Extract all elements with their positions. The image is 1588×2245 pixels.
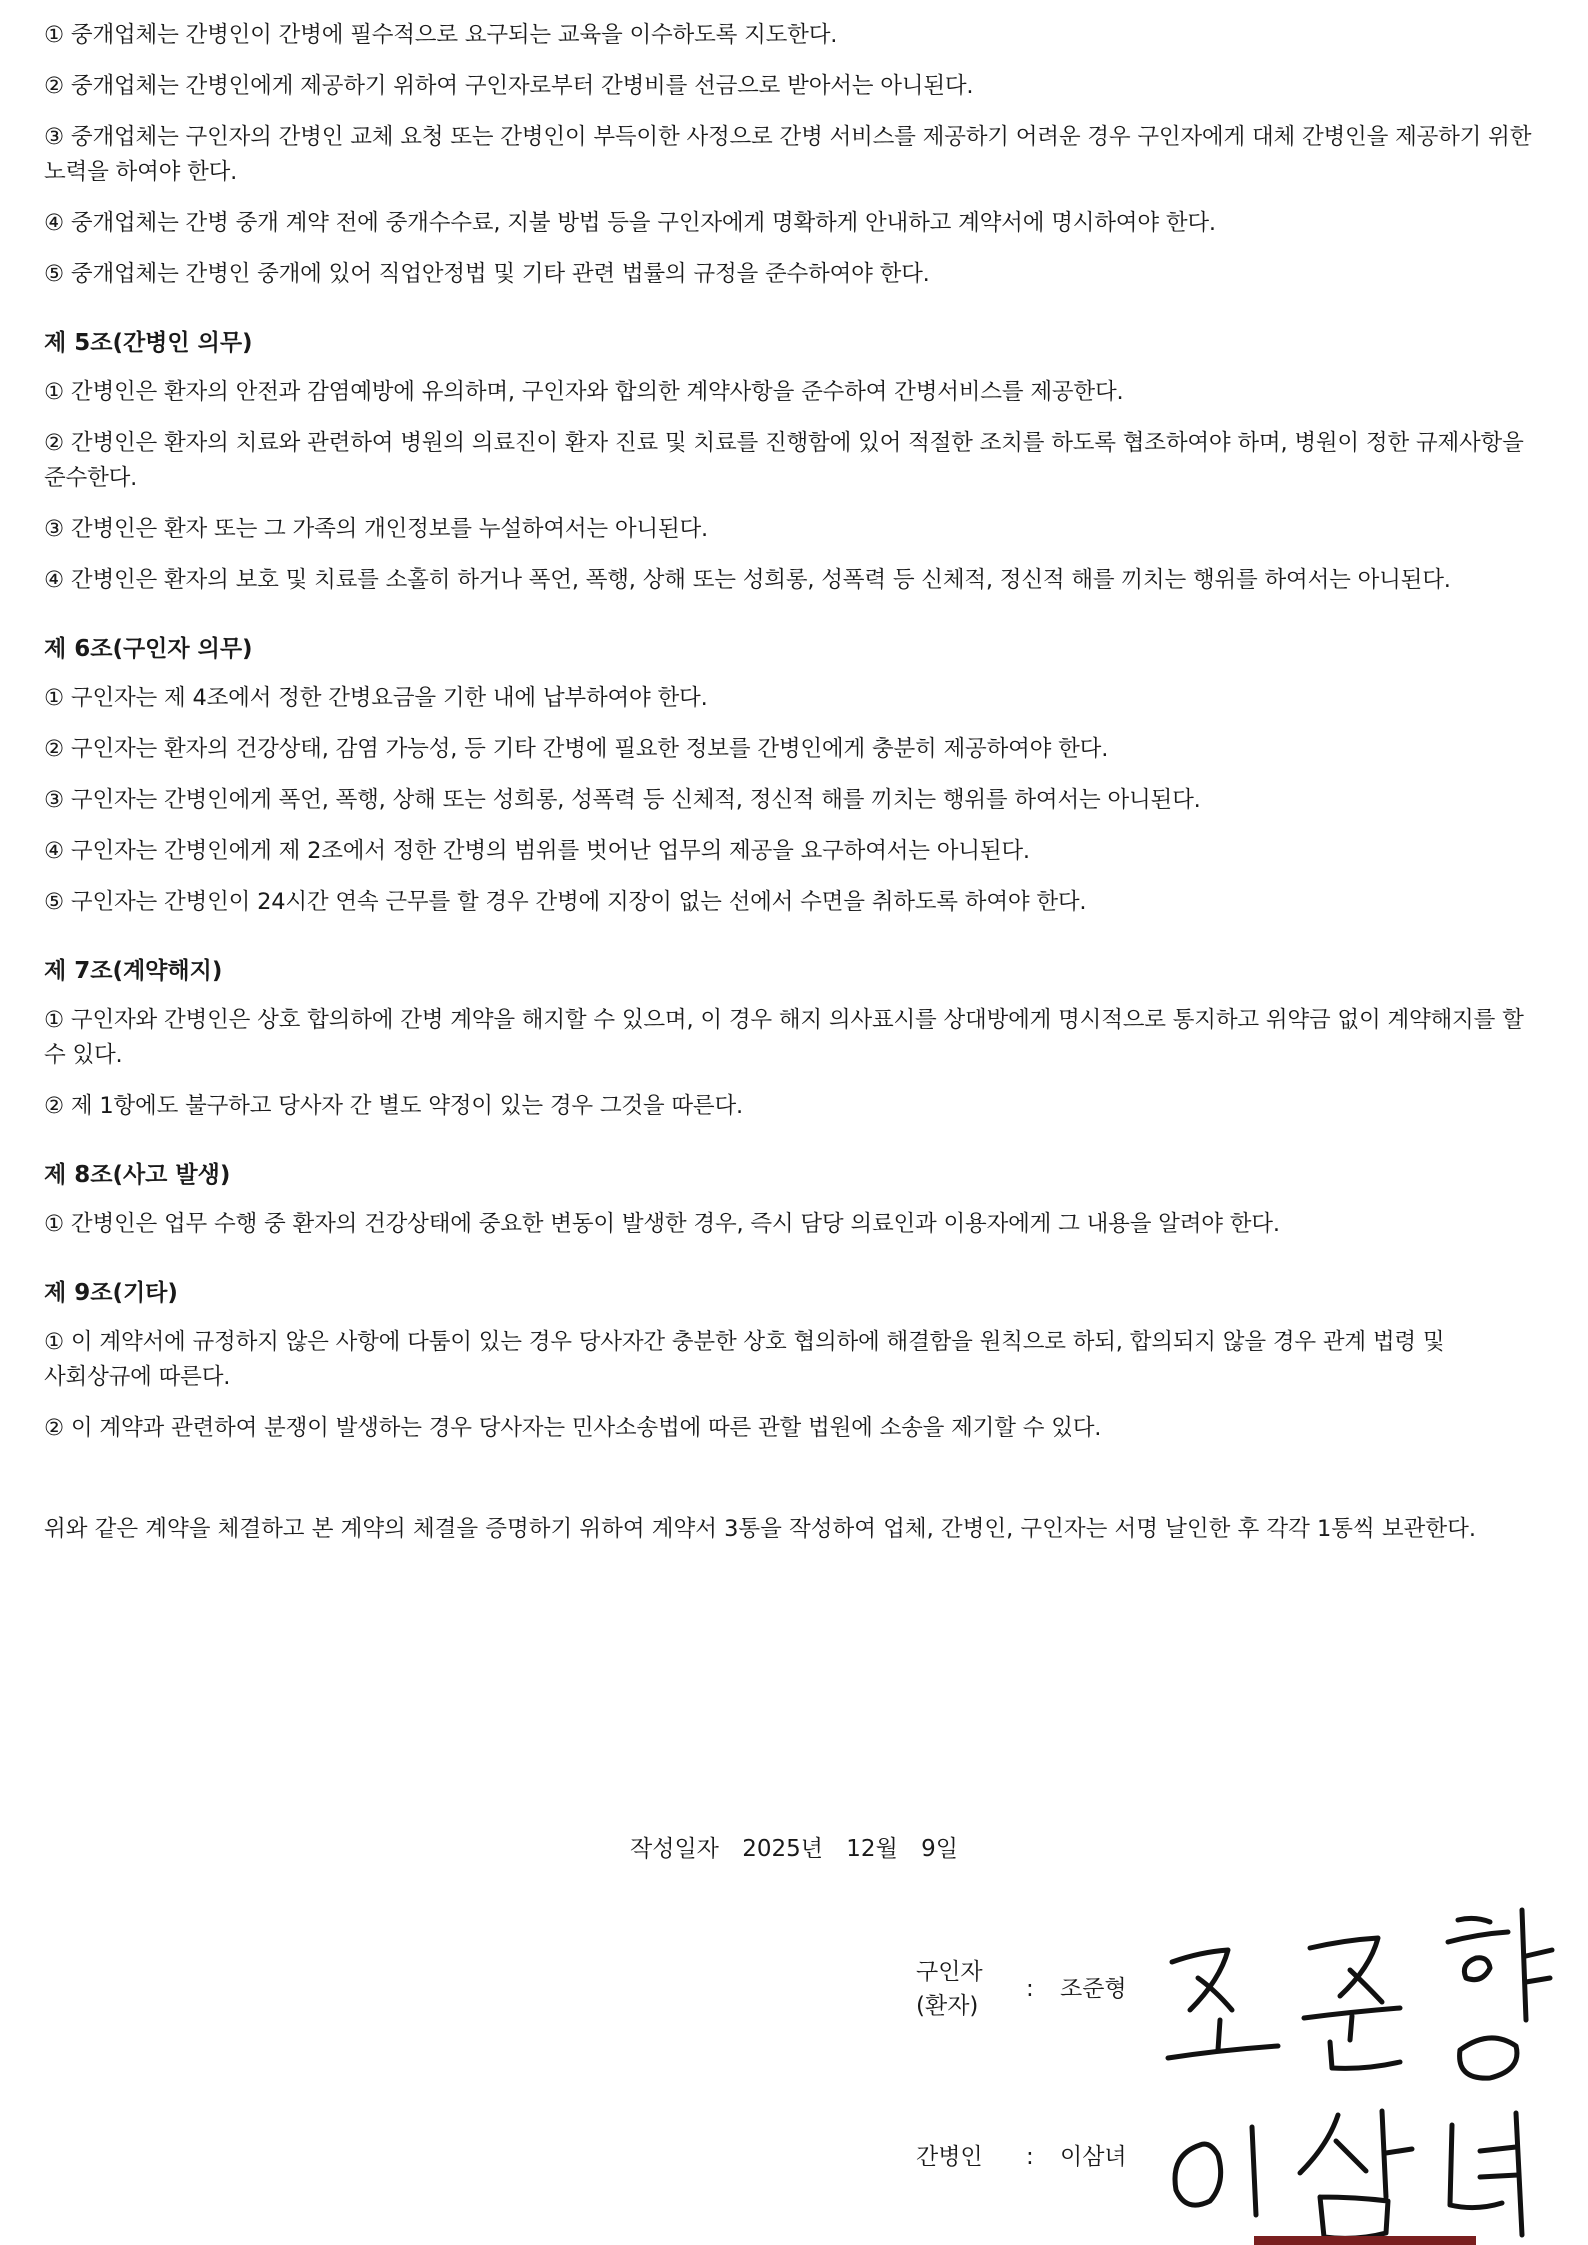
client-name: 조준형 bbox=[1060, 1976, 1127, 2002]
article-heading: 제 9조(기타) bbox=[44, 1280, 178, 1306]
clause-item: ① 구인자와 간병인은 상호 합의하에 간병 계약을 해지할 수 있으며, 이 경우 해지 의사표시를 상대방에게 명시적으로 통지하고 위약금 없이 계약해지를 할 수 있다. bbox=[44, 1007, 1524, 1068]
article-heading: 제 5조(간병인 의무) bbox=[44, 330, 253, 356]
clause-item: ② 구인자는 환자의 건강상태, 감염 가능성, 등 기타 간병에 필요한 정보를 간병인에게 충분히 제공하여야 한다. bbox=[44, 736, 1109, 762]
client-handwritten-signature bbox=[1160, 1900, 1560, 2090]
caregiver-name: 이삼녀 bbox=[1060, 2144, 1127, 2170]
clause-item: ③ 구인자는 간병인에게 폭언, 폭행, 상해 또는 성희롱, 성폭력 등 신체적, 정신적 해를 끼치는 행위를 하여서는 아니된다. bbox=[44, 787, 1201, 813]
clause-item: ⑤ 중개업체는 간병인 중개에 있어 직업안정법 및 기타 관련 법률의 규정을 준수하여야 한다. bbox=[44, 261, 930, 287]
clause-item: ① 구인자는 제 4조에서 정한 간병요금을 기한 내에 납부하여야 한다. bbox=[44, 685, 708, 711]
clause-item: ② 중개업체는 간병인에게 제공하기 위하여 구인자로부터 간병비를 선금으로 받아서는 아니된다. bbox=[44, 73, 974, 99]
caregiver-role: 간병인 bbox=[916, 2144, 983, 2170]
date-month: 12월 bbox=[846, 1836, 898, 1862]
clause-item: ① 간병인은 환자의 안전과 감염예방에 유의하며, 구인자와 합의한 계약사항을 준수하여 간병서비스를 제공한다. bbox=[44, 379, 1124, 405]
article-heading: 제 7조(계약해지) bbox=[44, 958, 223, 984]
closing-statement: 위와 같은 계약을 체결하고 본 계약의 체결을 증명하기 위하여 계약서 3통을 작성하여 업체, 간병인, 구인자는 서명 날인한 후 각각 1통씩 보관한다. bbox=[44, 1516, 1477, 1542]
date-day: 9일 bbox=[921, 1836, 958, 1862]
date-year: 2025년 bbox=[742, 1836, 823, 1862]
caregiver-handwritten-signature bbox=[1160, 2105, 1560, 2245]
client-role-label: 구인자 bbox=[916, 1959, 983, 1985]
colon: : bbox=[1026, 2144, 1034, 2170]
clause-item: ④ 간병인은 환자의 보호 및 치료를 소홀히 하거나 폭언, 폭행, 상해 또는 성희롱, 성폭력 등 신체적, 정신적 해를 끼치는 행위를 하여서는 아니된다. bbox=[44, 567, 1451, 593]
clause-item: ② 간병인은 환자의 치료와 관련하여 병원의 의료진이 환자 진료 및 치료를 진행함에 있어 적절한 조치를 하도록 협조하여야 하며, 병원이 정한 규제사항을 준수한다. bbox=[44, 430, 1524, 491]
client-role-sub: (환자) bbox=[916, 1993, 979, 2019]
article-heading: 제 8조(사고 발생) bbox=[44, 1162, 231, 1188]
clause-item: ③ 중개업체는 구인자의 간병인 교체 요청 또는 간병인이 부득이한 사정으로 간병 서비스를 제공하기 어려운 경우 구인자에게 대체 간병인을 제공하기 위한 노력을 하여야 한다. bbox=[44, 124, 1532, 185]
clause-item: ⑤ 구인자는 간병인이 24시간 연속 근무를 할 경우 간병에 지장이 없는 선에서 수면을 취하도록 하여야 한다. bbox=[44, 889, 1087, 915]
clause-item: ① 간병인은 업무 수행 중 환자의 건강상태에 중요한 변동이 발생한 경우, 즉시 담당 의료인과 이용자에게 그 내용을 알려야 한다. bbox=[44, 1211, 1280, 1237]
article-7 bbox=[44, 954, 1544, 1124]
client-role bbox=[916, 1955, 1006, 2023]
clause-item: ② 이 계약과 관련하여 분쟁이 발생하는 경우 당사자는 민사소송법에 따른 관할 법원에 소송을 제기할 수 있다. bbox=[44, 1415, 1102, 1441]
date-label: 작성일자 bbox=[630, 1836, 719, 1862]
clause-item: ④ 중개업체는 간병 중개 계약 전에 중개수수료, 지불 방법 등을 구인자에게 명확하게 안내하고 계약서에 명시하여야 한다. bbox=[44, 210, 1216, 236]
article-heading: 제 6조(구인자 의무) bbox=[44, 636, 253, 662]
article-6 bbox=[44, 632, 1544, 920]
contract-page bbox=[44, 0, 1544, 2170]
date-line bbox=[44, 1830, 1544, 1863]
clause-item: ④ 구인자는 간병인에게 제 2조에서 정한 간병의 범위를 벗어난 업무의 제공을 요구하여서는 아니된다. bbox=[44, 838, 1030, 864]
clause-item: ① 중개업체는 간병인이 간병에 필수적으로 요구되는 교육을 이수하도록 지도한다. bbox=[44, 22, 838, 48]
colon: : bbox=[1026, 1976, 1034, 2002]
article-5 bbox=[44, 326, 1544, 598]
article-9 bbox=[44, 1276, 1544, 1446]
article-8 bbox=[44, 1158, 1544, 1242]
clause-item: ③ 간병인은 환자 또는 그 가족의 개인정보를 누설하여서는 아니된다. bbox=[44, 516, 708, 542]
clause-item: ① 이 계약서에 규정하지 않은 사항에 다툼이 있는 경우 당사자간 충분한 상호 협의하에 해결함을 원칙으로 하되, 합의되지 않을 경우 관계 법령 및 사회상규에 따른다. bbox=[44, 1329, 1445, 1390]
intermediary-duties-list bbox=[44, 0, 1544, 292]
footer-accent-bar bbox=[1254, 2236, 1476, 2245]
clause-item: ② 제 1항에도 불구하고 당사자 간 별도 약정이 있는 경우 그것을 따른다. bbox=[44, 1093, 743, 1119]
